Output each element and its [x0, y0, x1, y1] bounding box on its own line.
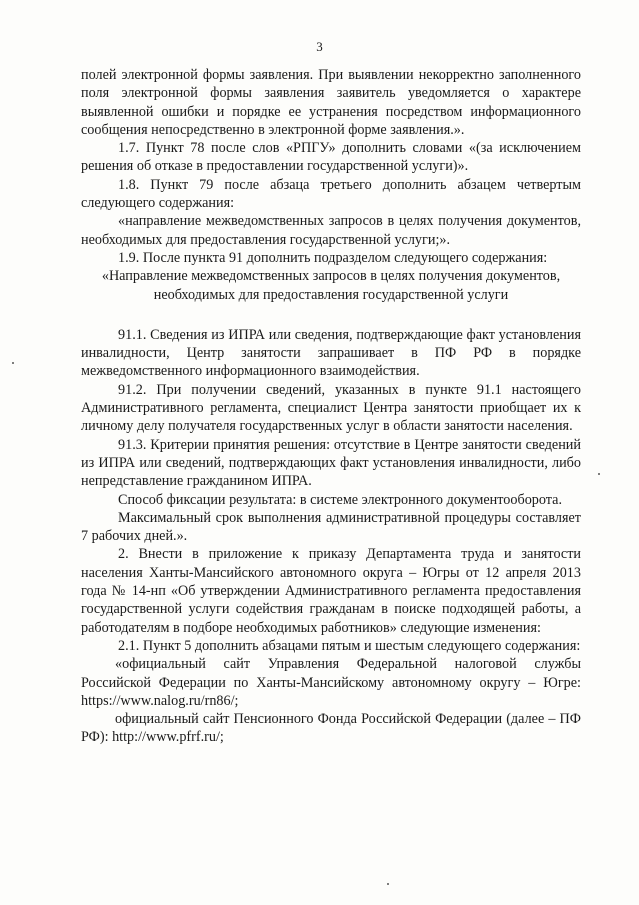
paragraph-nalog-site: «официальный сайт Управления Федеральной налоговой службы Российской Федерации по Ханты-Мансийскому автономному округу – Югре: https://www.nalog.ru/rn86/;: [81, 656, 581, 709]
paragraph-item-1-9: 1.9. После пункта 91 дополнить подразделом следующего содержания:: [118, 249, 548, 266]
paragraph-pfrf-site: официальный сайт Пенсионного Фонда Российской Федерации (далее – ПФ РФ): http://www.pfrf.ru/;: [81, 711, 581, 746]
paragraph-item-1-8: 1.8. Пункт 79 после абзаца третьего дополнить абзацем четвертым следующего содержания:: [81, 176, 581, 212]
scan-speck: [598, 473, 600, 475]
page-number: 3: [316, 39, 323, 54]
paragraph-max-duration: Максимальный срок выполнения административной процедуры составляет 7 рабочих дней.».: [81, 509, 581, 545]
paragraph-fixation-method: Способ фиксации результата: в системе электронного документооборота.: [118, 491, 563, 508]
subsection-heading: «Направление межведомственных запросов в целях получения документов, необходимых для предоставления государственной услуги: [101, 268, 561, 303]
document-body: [81, 66, 581, 747]
paragraph-item-2: 2. Внести в приложение к приказу Департамента труда и занятости населения Ханты-Мансийского автономного округа – Югры от 12 апреля 2013 года № 14-нп «Об утверждении Административного регламента предоставления государственной услуги содействия гражданам в поиске подходящей работы, а работодателям в подборе необходимых работников» следующие изменения:: [81, 546, 581, 636]
paragraph-quote-requests: «направление межведомственных запросов в целях получения документов, необходимых для предоставления государственной услуги;».: [81, 213, 581, 248]
paragraph-item-91-3: 91.3. Критерии принятия решения: отсутствие в Центре занятости сведений из ИПРА или сведений, подтверждающих факт установления инвалидности, либо непредставление гражданином ИПРА.: [81, 436, 581, 490]
paragraph-continuation: полей электронной формы заявления. При выявлении некорректно заполненного поля электронной формы заявления заявитель уведомляется о характере выявленной ошибки и порядке ее устранения посредством информационного сообщения непосредственно в электронной форме заявления.».: [81, 67, 581, 138]
paragraph-item-91-1: 91.1. Сведения из ИПРА или сведения, подтверждающие факт установления инвалидности, Центр занятости запрашивает в ПФ РФ в порядке межведомственного информационного взаимодействия.: [81, 326, 581, 380]
scan-speck: [387, 883, 389, 885]
paragraph-item-2-1: 2.1. Пункт 5 дополнить абзацами пятым и шестым следующего содержания:: [118, 637, 581, 654]
paragraph-item-1-7: 1.7. Пункт 78 после слов «РПГУ» дополнить словами «(за исключением решения об отказе в предоставлении государственной услуги)».: [81, 140, 581, 175]
scan-speck: [12, 362, 14, 364]
paragraph-item-91-2: 91.2. При получении сведений, указанных в пункте 91.1 настоящего Административного регламента, специалист Центра занятости приобщает их к личному делу получателя государственных услуг в области занятости населения.: [81, 381, 581, 435]
